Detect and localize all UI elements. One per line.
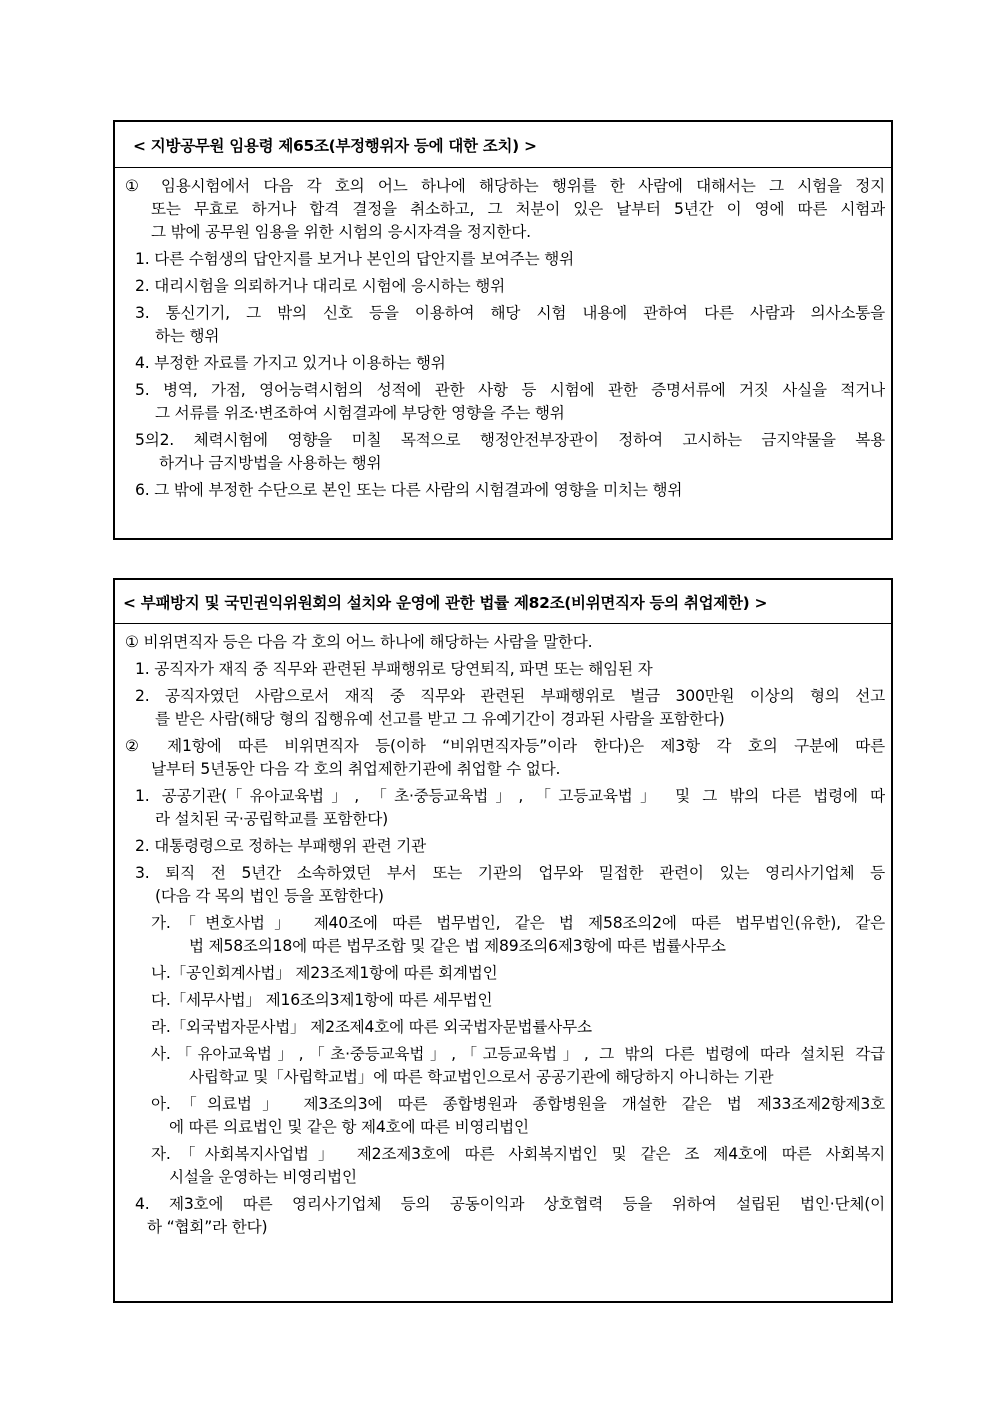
clause-2-item-3-line-1: 3. 퇴직 전 5년간 소속하였던 부서 또는 기관의 업무와 밀접한 관련이 있는 영리사기업체 등: [135, 864, 885, 882]
item-3-line-2: 하는 행위: [155, 327, 220, 345]
clause-2-item-4-line-2: 하 “협회”라 한다): [147, 1218, 268, 1236]
subitem-sa-line-2: 사립학교 및「사립학교법」에 따른 학교법인으로서 공공기관에 해당하지 아니하는 기관: [189, 1068, 774, 1086]
article-82-title: < 부패방지 및 국민권익위원회의 설치와 운영에 관한 법률 제82조(비위면직자 등의 취업제한) >: [115, 580, 891, 624]
clause-2-item-4-line-1: 4. 제3호에 따른 영리사기업체 등의 공동이익과 상호협력 등을 위하여 설립된 법인·단체(이: [135, 1195, 885, 1213]
article-65-body: [115, 168, 891, 508]
item-5-line-2: 그 서류를 위조·변조하여 시험결과에 부당한 영향을 주는 행위: [155, 404, 565, 422]
clause-1-line-2: 또는 무효로 하거나 합격 결정을 취소하고, 그 처분이 있은 날부터 5년간 이 영에 따른 시험과: [151, 200, 885, 218]
item-3-line-1: 3. 통신기기, 그 밖의 신호 등을 이용하여 해당 시험 내용에 관하여 다른 사람과 의사소통을: [135, 304, 885, 322]
item-1: 1. 다른 수험생의 답안지를 보거나 본인의 답안지를 보여주는 행위: [135, 250, 574, 268]
article-65-title: < 지방공무원 임용령 제65조(부정행위자 등에 대한 조치) >: [115, 122, 891, 168]
item-4: 4. 부정한 자료를 가지고 있거나 이용하는 행위: [135, 354, 446, 372]
clause-1-item-2-line-1: 2. 공직자였던 사람으로서 재직 중 직무와 관련된 부패행위로 벌금 300만원 이상의 형의 선고: [135, 687, 885, 705]
subitem-ga-line-2: 법 제58조의18에 따른 법무조합 및 같은 법 제89조의6제3항에 따른 법률사무소: [189, 937, 726, 955]
clause-1-item-2-line-2: 를 받은 사람(해당 형의 집행유예 선고를 받고 그 유예기간이 경과된 사람을 포함한다): [155, 710, 725, 728]
subitem-na: 나.「공인회계사법」 제23조제1항에 따른 회계법인: [151, 964, 498, 982]
clause-2-item-1-line-1: 1. 공공기관(「유아교육법」, 「초·중등교육법」, 「고등교육법」 및 그 밖의 다른 법령에 따: [135, 787, 885, 805]
clause-2-item-1-line-2: 라 설치된 국·공립학교를 포함한다): [155, 810, 389, 828]
clause-1-line-3: 그 밖에 공무원 임용을 위한 시험의 응시자격을 정지한다.: [151, 223, 531, 241]
subitem-a-line-2: 에 따른 의료법인 및 같은 항 제4호에 따른 비영리법인: [169, 1118, 529, 1136]
clause-1: ① 비위면직자 등은 다음 각 호의 어느 하나에 해당하는 사람을 말한다.: [125, 633, 593, 651]
subitem-ja-line-2: 시설을 운영하는 비영리법인: [169, 1168, 357, 1186]
item-5-line-1: 5. 병역, 가점, 영어능력시험의 성적에 관한 사항 등 시험에 관한 증명서류에 거짓 사실을 적거나: [135, 381, 885, 399]
article-65-box: [113, 120, 893, 540]
subitem-a-line-1: 아.「의료법」 제3조의3에 따른 종합병원과 종합병원을 개설한 같은 법 제33조제2항제3호: [151, 1095, 885, 1113]
clause-2-line-1: ② 제1항에 따른 비위면직자 등(이하 “비위면직자등”이라 한다)은 제3항 각 호의 구분에 따른: [125, 737, 885, 755]
subitem-ja-line-1: 자.「사회복지사업법」 제2조제3호에 따른 사회복지법인 및 같은 조 제4호에 따른 사회복지: [151, 1145, 885, 1163]
item-5-2-line-2: 하거나 금지방법을 사용하는 행위: [159, 454, 382, 472]
article-82-body: [115, 624, 891, 1245]
clause-2-item-2: 2. 대통령령으로 정하는 부패행위 관련 기관: [135, 837, 426, 855]
clause-2-item-3-line-2: (다음 각 목의 법인 등을 포함한다): [155, 887, 384, 905]
item-2: 2. 대리시험을 의뢰하거나 대리로 시험에 응시하는 행위: [135, 277, 506, 295]
clause-1-line-1: ① 임용시험에서 다음 각 호의 어느 하나에 해당하는 행위를 한 사람에 대해서는 그 시험을 정지: [125, 177, 885, 195]
clause-1-item-1: 1. 공직자가 재직 중 직무와 관련된 부패행위로 당연퇴직, 파면 또는 해임된 자: [135, 660, 653, 678]
article-82-box: [113, 578, 893, 1303]
subitem-sa-line-1: 사.「유아교육법」,「초·중등교육법」,「고등교육법」, 그 밖의 다른 법령에 따라 설치된 각급: [151, 1045, 885, 1063]
subitem-ga-line-1: 가.「변호사법」 제40조에 따른 법무법인, 같은 법 제58조의2에 따른 법무법인(유한), 같은: [151, 914, 885, 932]
item-6: 6. 그 밖에 부정한 수단으로 본인 또는 다른 사람의 시험결과에 영향을 미치는 행위: [135, 481, 683, 499]
subitem-da: 다.「세무사법」 제16조의3제1항에 따른 세무법인: [151, 991, 493, 1009]
item-5-2-line-1: 5의2. 체력시험에 영향을 미칠 목적으로 행정안전부장관이 정하여 고시하는 금지약물을 복용: [135, 431, 885, 449]
subitem-ra: 라.「외국법자문사법」 제2조제4호에 따른 외국법자문법률사무소: [151, 1018, 592, 1036]
clause-2-line-2: 날부터 5년동안 다음 각 호의 취업제한기관에 취업할 수 없다.: [151, 760, 561, 778]
